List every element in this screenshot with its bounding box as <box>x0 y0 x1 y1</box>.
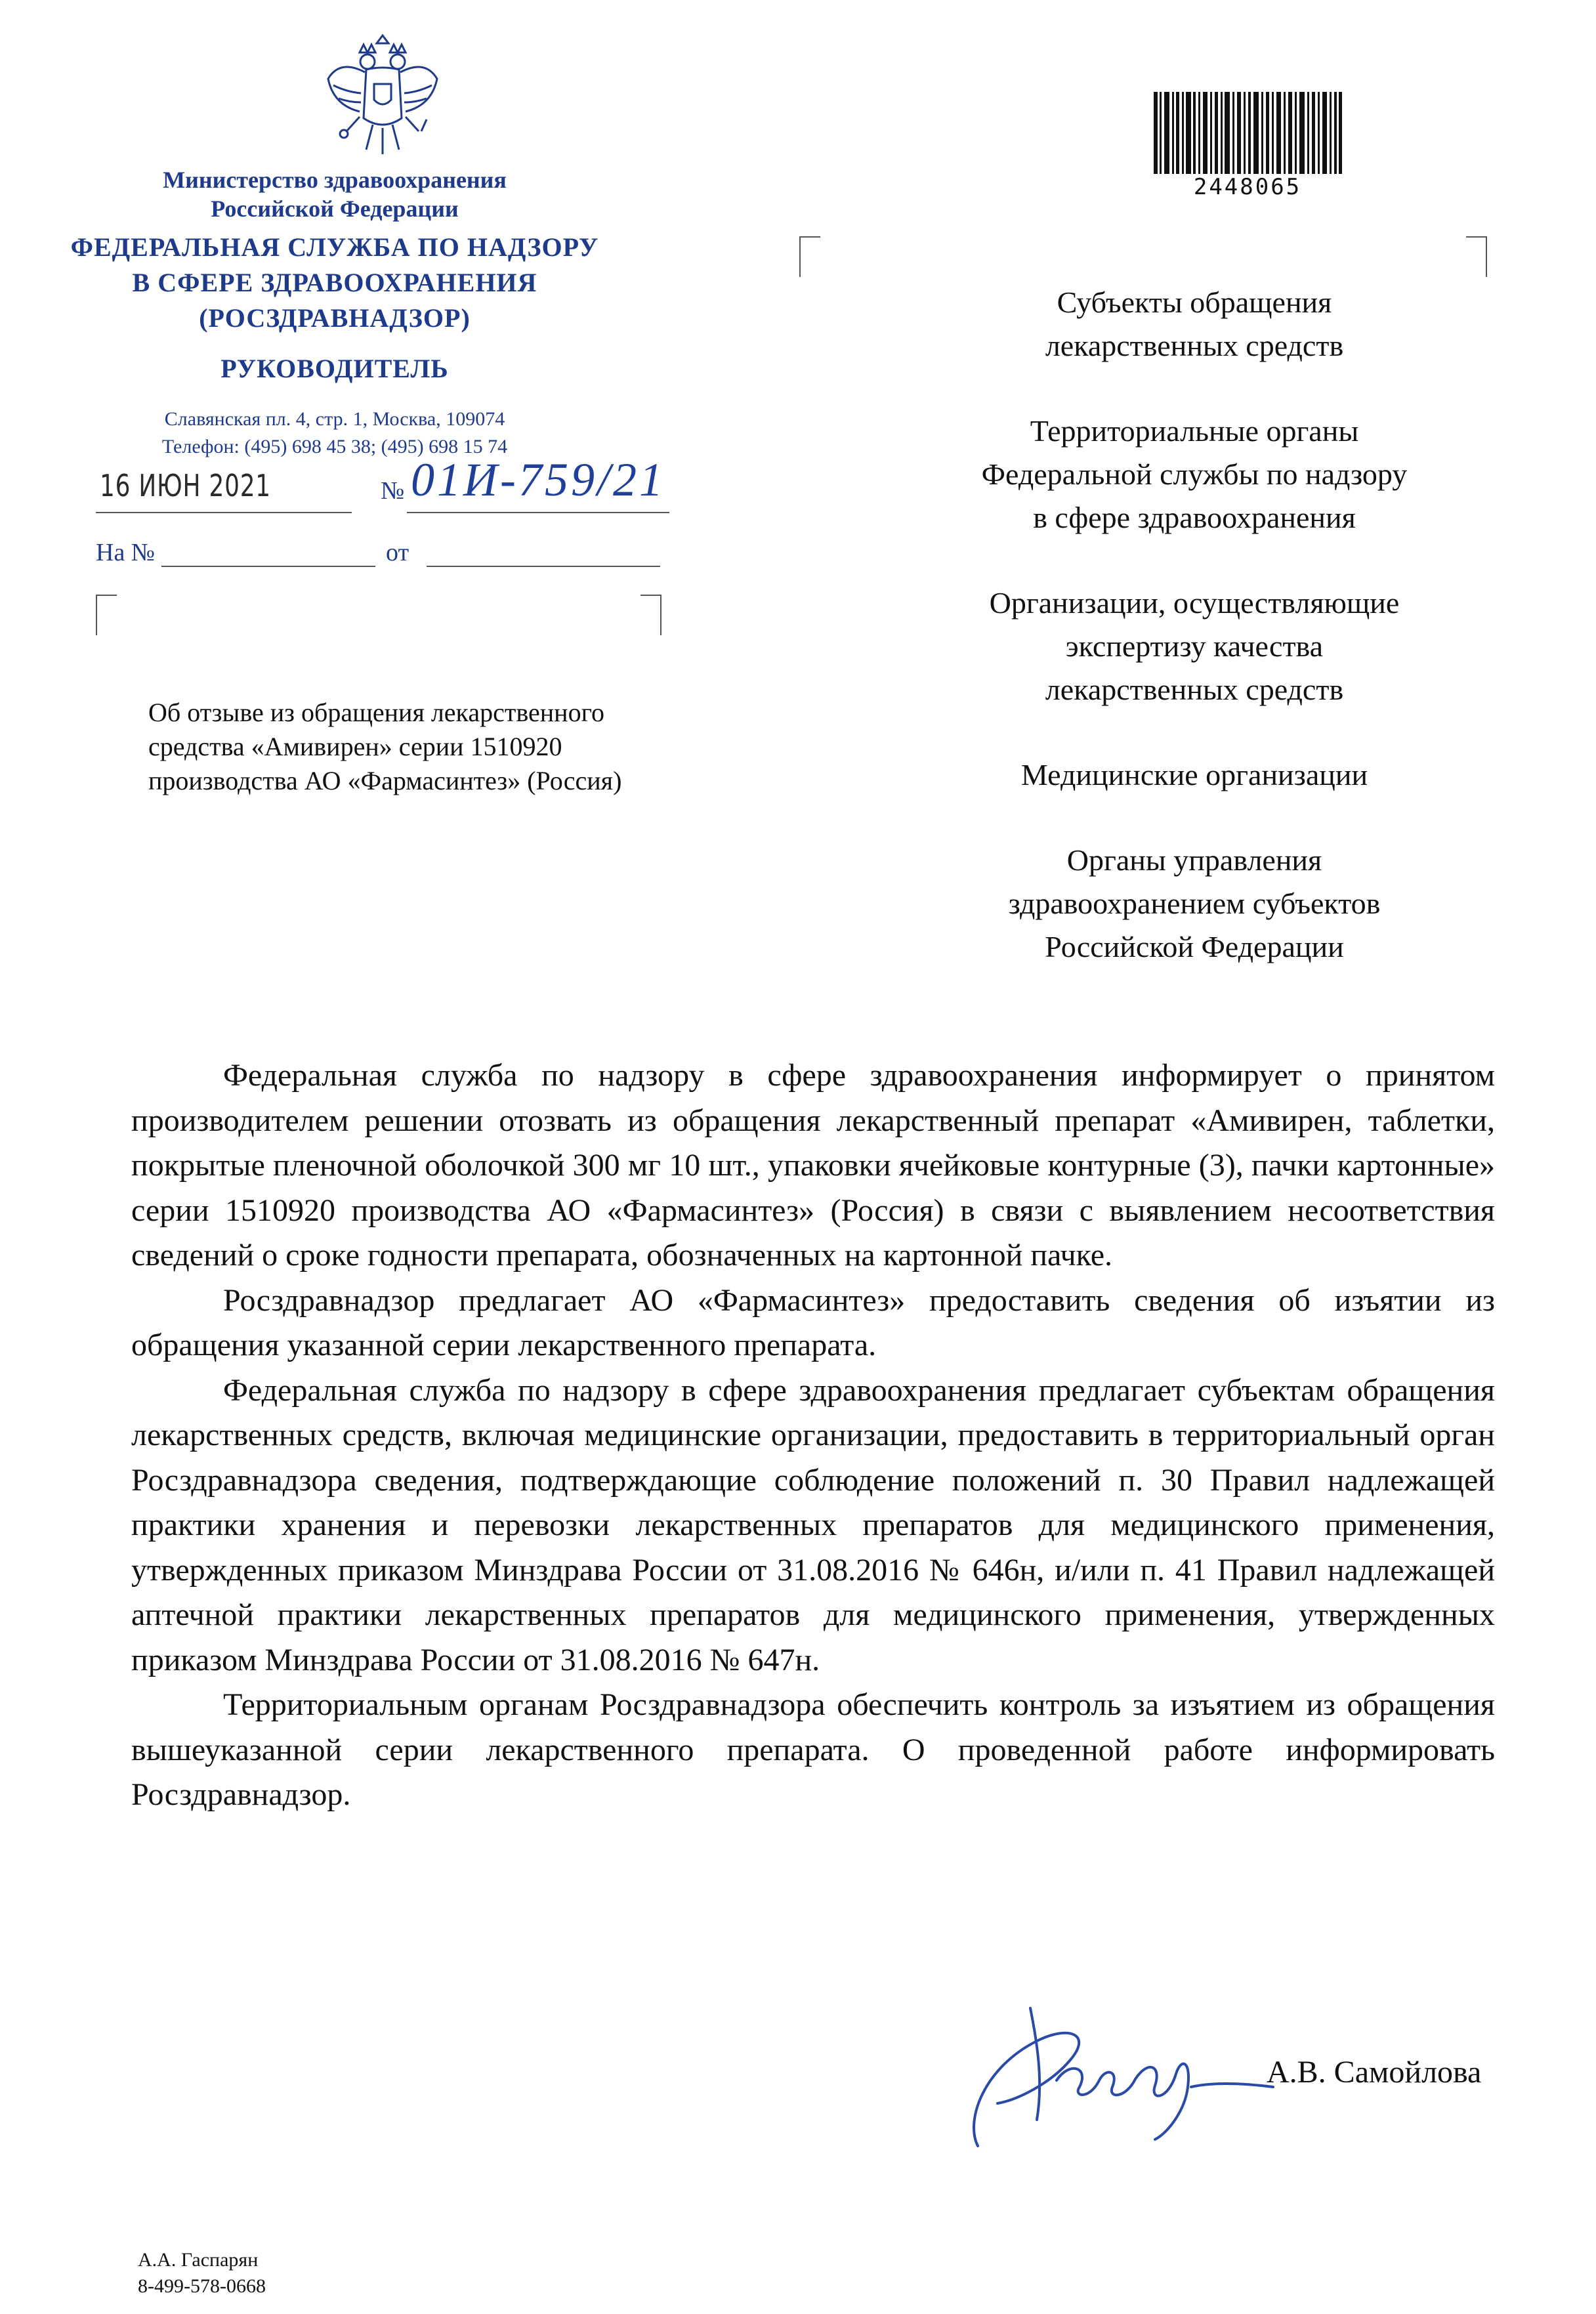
barcode <box>1152 92 1343 174</box>
subject-line-2: средства «Амивирен» серии 1510920 <box>148 732 562 761</box>
body-paragraph-1: Федеральная служба по надзору в сфере здравоохранения информирует о принятом производителем решении отозвать из обращения лекарственный препарат «Амивирен, таблетки, покрытые пленочной оболочкой 300 мг 10 шт., упаковки ячейковые контурные (3), пачки картонные» серии 1510920 производства АО «Фармасинтез» (Россия) в связи с выявлением несоответствия сведений о сроке годности препарата, обозначенных на картонной пачке. <box>131 1058 1495 1273</box>
date-underline <box>96 512 352 513</box>
number-underline <box>407 512 669 513</box>
phone-line: Телефон: (495) 698 45 38; (495) 698 15 74 <box>161 436 508 457</box>
service-line-3: (РОСЗДРАВНАДЗОР) <box>199 303 471 333</box>
service-line-2: В СФЕРЕ ЗДРАВООХРАНЕНИЯ <box>132 268 537 297</box>
corner-bracket-recipients-left <box>799 236 820 277</box>
reply-number-line <box>161 566 375 567</box>
ministry-line-2: Российской Федерации <box>211 196 459 222</box>
body-paragraph-3: Федеральная служба по надзору в сфере здравоохранения предлагает субъектам обращения лекарственных средств, включая медицинские организации, предоставить в территориальный орган Росздравнадзора сведения, подтверждающие соблюдение положений п. 30 Правил надлежащей практики хранения и перевозки лекарственных препаратов для медицинского применения, утвержденных приказом Минздрава России от 31.08.2016 № 646н, и/или п. 41 Правил надлежащей аптечной практики лекарственных препаратов для медицинского применения, утвержденных приказом Минздрава России от 31.08.2016 № 647н. <box>131 1372 1495 1677</box>
handwritten-signature <box>938 1988 1280 2159</box>
recipient-line: Субъекты обращения <box>1057 285 1332 319</box>
ministry-name <box>98 165 571 223</box>
letter-body <box>131 1053 1495 1818</box>
service-line-1: ФЕДЕРАЛЬНАЯ СЛУЖБА ПО НАДЗОРУ <box>70 232 599 262</box>
recipient-line: здравоохранением субъектов <box>1008 887 1381 920</box>
from-label: от <box>386 539 410 566</box>
date-stamp: 16 ИЮН 2021 <box>100 468 271 503</box>
recipient-line: Федеральной службы по надзору <box>981 457 1408 491</box>
ministry-line-1: Министерство здравоохранения <box>163 167 507 193</box>
number-symbol: № <box>381 477 405 505</box>
address-line: Славянская пл. 4, стр. 1, Москва, 109074 <box>164 408 505 430</box>
body-paragraph-2: Росздравнадзор предлагает АО «Фармасинтез» предоставить сведения об изъятии из обращения указанной серии лекарственного препарата. <box>131 1282 1495 1362</box>
body-paragraph-4: Территориальным органам Росздравнадзора обеспечить контроль за изъятием из обращения вышеуказанной серии лекарственного препарата. О проведенной работе информировать Росздравнадзор. <box>131 1687 1495 1812</box>
recipient <box>866 581 1522 711</box>
recipient-line: Органы управления <box>1066 843 1322 877</box>
recipient-line: лекарственных средств <box>1045 673 1344 706</box>
recipient-line: Медицинские организации <box>1020 758 1368 791</box>
recipient <box>866 839 1522 969</box>
corner-bracket-right <box>640 595 662 635</box>
subject-line-1: Об отзыве из обращения лекарственного <box>148 698 604 727</box>
executor-info <box>138 2247 266 2300</box>
recipient-line: экспертизу качества <box>1065 629 1324 663</box>
russian-double-headed-eagle-icon <box>314 33 452 164</box>
head-title: РУКОВОДИТЕЛЬ <box>220 354 449 383</box>
registration-number: 01И-759/21 <box>411 453 665 506</box>
subject-line-3: производства АО «Фармасинтез» (Россия) <box>148 766 622 795</box>
recipients-block <box>866 281 1522 969</box>
recipient-line: Российской Федерации <box>1045 930 1344 963</box>
reply-to-label: На № <box>96 539 156 566</box>
letter-subject <box>148 696 739 798</box>
corner-bracket-recipients-right <box>1466 236 1487 277</box>
recipient <box>866 281 1522 368</box>
service-name <box>52 230 617 336</box>
recipient <box>866 753 1522 797</box>
signer-name: А.В. Самойлова <box>1267 2055 1482 2090</box>
recipient-line: лекарственных средств <box>1045 329 1344 362</box>
executor-phone: 8-499-578-0668 <box>138 2275 266 2297</box>
recipient-line: Организации, осуществляющие <box>989 586 1400 620</box>
recipient-line: Территориальные органы <box>1030 414 1359 448</box>
recipient <box>866 410 1522 539</box>
reply-date-line <box>427 566 660 567</box>
corner-bracket-left <box>96 595 117 635</box>
executor-name: А.А. Гаспарян <box>138 2249 259 2271</box>
barcode-number: 2448065 <box>1193 174 1302 200</box>
recipient-line: в сфере здравоохранения <box>1033 501 1356 534</box>
